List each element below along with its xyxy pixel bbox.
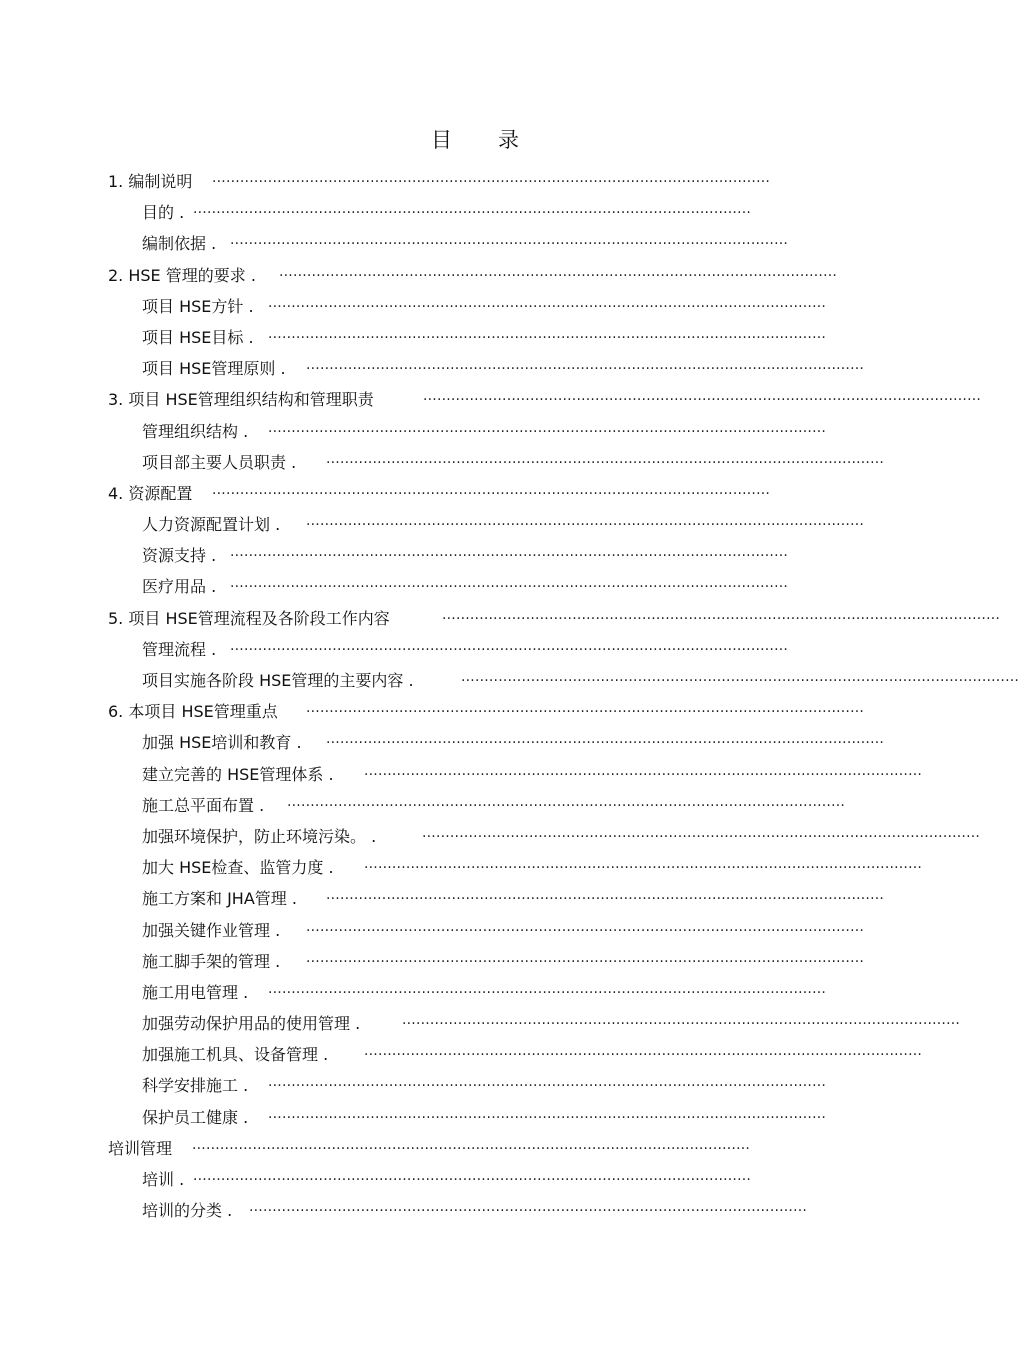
toc-leader-dots: ........................................................................................................................ [402,1012,961,1029]
toc-entry-label: 建立完善的 HSE管理体系 . [142,764,334,784]
toc-subsection-entry[interactable] [0,1039,950,1070]
toc-subsection-entry[interactable] [0,727,950,758]
toc-entry-label: 编制依据 . [142,234,217,254]
toc-leader-dots: ........................................................................................................................ [230,575,789,592]
toc-subsection-entry[interactable] [0,821,981,852]
toc-subsection-entry[interactable] [0,322,950,353]
toc-subsection-entry[interactable] [0,634,950,665]
toc-entry-label: 项目部主要人员职责 . [142,452,297,472]
toc-subsection-entry[interactable] [0,1070,950,1101]
toc-subsection-entry[interactable] [0,353,950,384]
toc-leader-dots: ........................................................................................................................ [442,606,1001,623]
toc-entry-label: 目的 . [142,203,185,223]
toc-leader-dots: ........................................................................................................................ [422,824,981,841]
toc-subsection-entry[interactable] [0,1102,950,1133]
toc-entry-label: 3. 项目 HSE管理组织结构和管理职责 [108,390,374,410]
toc-entry-label: 施工脚手架的管理 . [142,951,281,971]
toc-entry-label: 6. 本项目 HSE管理重点 [108,702,278,722]
toc-section-entry[interactable] [0,603,1001,634]
toc-leader-dots: ........................................................................................................................ [249,1199,808,1216]
toc-leader-dots: ........................................................................................................................ [423,388,982,405]
toc-leader-dots: ........................................................................................................................ [306,700,865,717]
toc-section-entry[interactable] [0,260,950,291]
toc-subsection-entry[interactable] [0,665,1019,696]
toc-subsection-entry[interactable] [0,447,950,478]
toc-subsection-entry[interactable] [0,852,950,883]
toc-entry-label: 项目 HSE目标 . [142,327,254,347]
toc-leader-dots: ........................................................................................................................ [268,419,827,436]
toc-entry-label: 保护员工健康 . [142,1107,249,1127]
toc-leader-dots: ........................................................................................................................ [287,793,846,810]
toc-title [0,124,950,154]
toc-entry-label: 加强环境保护，防止环境污染。 . [142,826,377,846]
toc-entry-label: 加强 HSE培训和教育 . [142,733,302,753]
toc-leader-dots: ........................................................................................................................ [268,1105,827,1122]
toc-entry-label: 4. 资源配置 [108,483,193,503]
toc-leader-dots: ........................................................................................................................ [364,1043,923,1060]
toc-leader-dots: ........................................................................................................................ [230,637,789,654]
toc-entry-label: 管理组织结构 . [142,421,249,441]
toc-leader-dots: ........................................................................................................................ [212,170,771,186]
toc-leader-dots: ........................................................................................................................ [306,513,865,530]
toc-entry-label: 加大 HSE检查、监管力度 . [142,858,334,878]
toc-list [0,166,1019,1226]
toc-subsection-entry[interactable] [0,509,950,540]
toc-entry-label: 项目实施各阶段 HSE管理的主要内容 . [142,671,414,690]
toc-leader-dots: ........................................................................................................................ [230,232,789,249]
toc-subsection-entry[interactable] [0,571,950,602]
toc-subsection-entry[interactable] [0,228,950,259]
toc-leader-dots: ........................................................................................................................ [268,1074,827,1091]
toc-subsection-entry[interactable] [0,790,950,821]
title-char-1: 目 [431,128,452,152]
toc-entry-label: 施工总平面布置 . [142,795,265,815]
toc-leader-dots: ........................................................................................................................ [193,201,752,218]
toc-entry-label: 施工方案和 JHA管理 . [142,889,297,909]
toc-entry-label: 加强劳动保护用品的使用管理 . [142,1014,361,1034]
toc-entry-label: 人力资源配置计划 . [142,515,281,535]
toc-leader-dots: ........................................................................................................................ [268,325,827,342]
toc-section-entry[interactable] [0,1133,950,1164]
toc-leader-dots: ........................................................................................................................ [192,1136,751,1153]
toc-leader-dots: ........................................................................................................................ [279,263,838,280]
toc-entry-label: 医疗用品 . [142,577,217,597]
toc-entry-label: 2. HSE 管理的要求 . [108,265,256,285]
toc-leader-dots: ........................................................................................................................ [326,887,885,904]
toc-entry-label: 项目 HSE方针 . [142,296,254,316]
toc-leader-dots: ........................................................................................................................ [230,544,789,561]
toc-entry-label: 培训 . [142,1170,185,1189]
toc-subsection-entry[interactable] [0,291,950,322]
toc-subsection-entry[interactable] [0,915,950,946]
toc-section-entry[interactable] [0,696,950,727]
toc-entry-label: 5. 项目 HSE管理流程及各阶段工作内容 [108,608,390,628]
toc-entry-label: 加强施工机具、设备管理 . [142,1045,329,1065]
toc-entry-label: 培训管理 [108,1138,173,1158]
toc-subsection-entry[interactable] [0,1008,961,1039]
toc-entry-label: 科学安排施工 . [142,1076,249,1096]
toc-leader-dots: ........................................................................................................................ [193,1168,752,1184]
toc-subsection-entry[interactable] [0,1164,950,1195]
toc-leader-dots: ........................................................................................................................ [268,980,827,997]
toc-entry-label: 培训的分类 . [142,1201,233,1221]
toc-entry-label: 管理流程 . [142,639,217,659]
toc-leader-dots: ........................................................................................................................ [306,949,865,966]
toc-leader-dots: ........................................................................................................................ [268,294,827,311]
toc-leader-dots: ........................................................................................................................ [306,918,865,935]
toc-leader-dots: ........................................................................................................................ [326,731,885,748]
toc-section-entry[interactable] [0,384,982,415]
toc-subsection-entry[interactable] [0,883,950,914]
toc-leader-dots: ........................................................................................................................ [461,669,1019,685]
toc-subsection-entry[interactable] [0,416,950,447]
title-char-2: 录 [498,128,519,152]
toc-subsection-entry[interactable] [0,977,950,1008]
toc-entry-label: 1. 编制说明 [108,172,193,191]
toc-subsection-entry[interactable] [0,197,950,228]
toc-section-entry[interactable] [0,166,950,197]
toc-subsection-entry[interactable] [0,1195,950,1226]
toc-subsection-entry[interactable] [0,759,950,790]
toc-subsection-entry[interactable] [0,946,950,977]
toc-entry-label: 施工用电管理 . [142,982,249,1002]
toc-subsection-entry[interactable] [0,540,950,571]
toc-entry-label: 项目 HSE管理原则 . [142,359,286,379]
toc-leader-dots: ........................................................................................................................ [364,762,923,779]
toc-leader-dots: ........................................................................................................................ [326,450,885,467]
toc-entry-label: 加强关键作业管理 . [142,920,281,940]
toc-leader-dots: ........................................................................................................................ [212,481,771,498]
toc-section-entry[interactable] [0,478,950,509]
toc-entry-label: 资源支持 . [142,546,217,566]
toc-leader-dots: ........................................................................................................................ [306,357,865,374]
toc-leader-dots: ........................................................................................................................ [364,856,923,873]
